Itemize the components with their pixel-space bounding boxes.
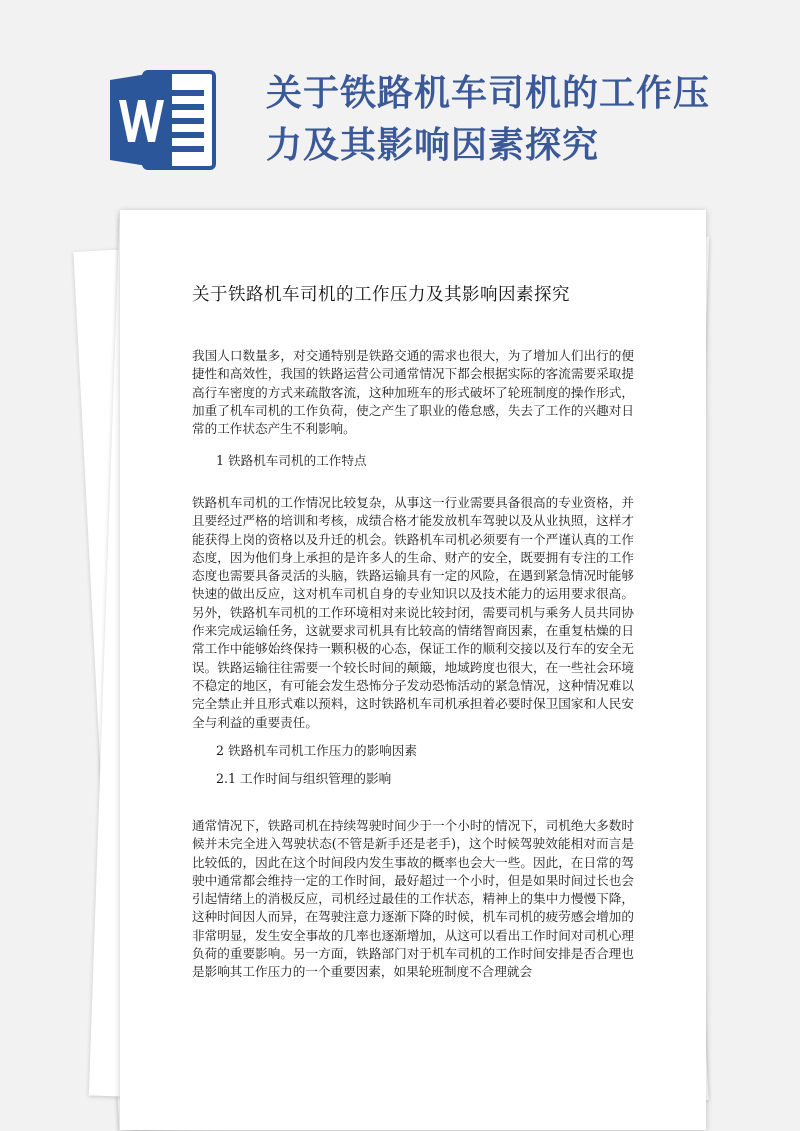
section-heading: 1 铁路机车司机的工作特点	[216, 453, 367, 468]
section-heading: 2 铁路机车司机工作压力的影响因素	[216, 743, 417, 758]
paragraph: 通常情况下，铁路司机在持续驾驶时间少于一个小时的情况下，司机绝大多数时候并未完全进入驾驶状态(不管是新手还是老手)，这个时候驾驶效能相对而言是比较低的，因此在这个时间段内发生事故的概率也会大一些。因此，在日常的驾驶中通常都会维持一定的工作时间，最好超过一个小时，但是如果时间过长也会引起情绪上的消极反应，司机经过最佳的工作状态，精神上的集中力慢慢下降，这种时间因人而异，在驾驶注意力逐渐下降的时候，机车司机的疲劳感会增加的非常明显，发生安全事故的几率也逐渐增加，从这可以看出工作时间对司机心理负荷的重要影响。另一方面，铁路部门对于机车司机的工作时间安排是否合理也是影响其工作压力的一个重要因素，如果轮班制度不合理就会	[192, 818, 634, 980]
paragraph: 我国人口数量多，对交通特别是铁路交通的需求也很大，为了增加人们出行的便捷性和高效性，我国的铁路运营公司通常情况下都会根据实际的客流需要采取提高行车密度的方式来疏散客流，这种加班车的形式破坏了轮班制度的操作形式，加重了机车司机的工作负荷，使之产生了职业的倦怠感，失去了工作的兴趣对日常的工作状态产生不利影响。	[192, 348, 634, 437]
header-title: 关于铁路机车司机的工作压力及其影响因素探究	[266, 73, 711, 166]
subsection-heading: 2.1 工作时间与组织管理的影响	[216, 771, 392, 786]
paragraph: 铁路机车司机的工作情况比较复杂，从事这一行业需要具备很高的专业资格，并且要经过严格的培训和考核，成绩合格才能发放机车驾驶以及从业执照，这样才能获得上岗的资格以及升迁的机会。铁路机车司机必须要有一个严谨认真的工作态度，因为他们身上承担的是许多人的生命、财产的安全，既要拥有专注的工作态度也需要具备灵活的头脑，铁路运输具有一定的风险，在遇到紧急情况时能够快速的做出反应，这对机车司机自身的专业知识以及技术能力的运用要求很高。另外，铁路机车司机的工作环境相对来说比较封闭，需要司机与乘务人员共同协作来完成运输任务，这就要求司机具有比较高的情绪智商因素，在重复枯燥的日常工作中能够始终保持一颗积极的心态，保证工作的顺利交接以及行车的安全无误。铁路运输往往需要一个较长时间的颠簸，地域跨度也很大，在一些社会环境不稳定的地区，有可能会发生恐怖分子发动恐怖活动的紧急情况，这种情况难以完全禁止并且形式难以预料，这时铁路机车司机承担着必要时保卫国家和人民安全与利益的重要责任。	[192, 495, 634, 730]
document-title: 关于铁路机车司机的工作压力及其影响因素探究	[192, 285, 570, 305]
page-header	[0, 0, 800, 200]
word-document-icon	[106, 66, 218, 174]
